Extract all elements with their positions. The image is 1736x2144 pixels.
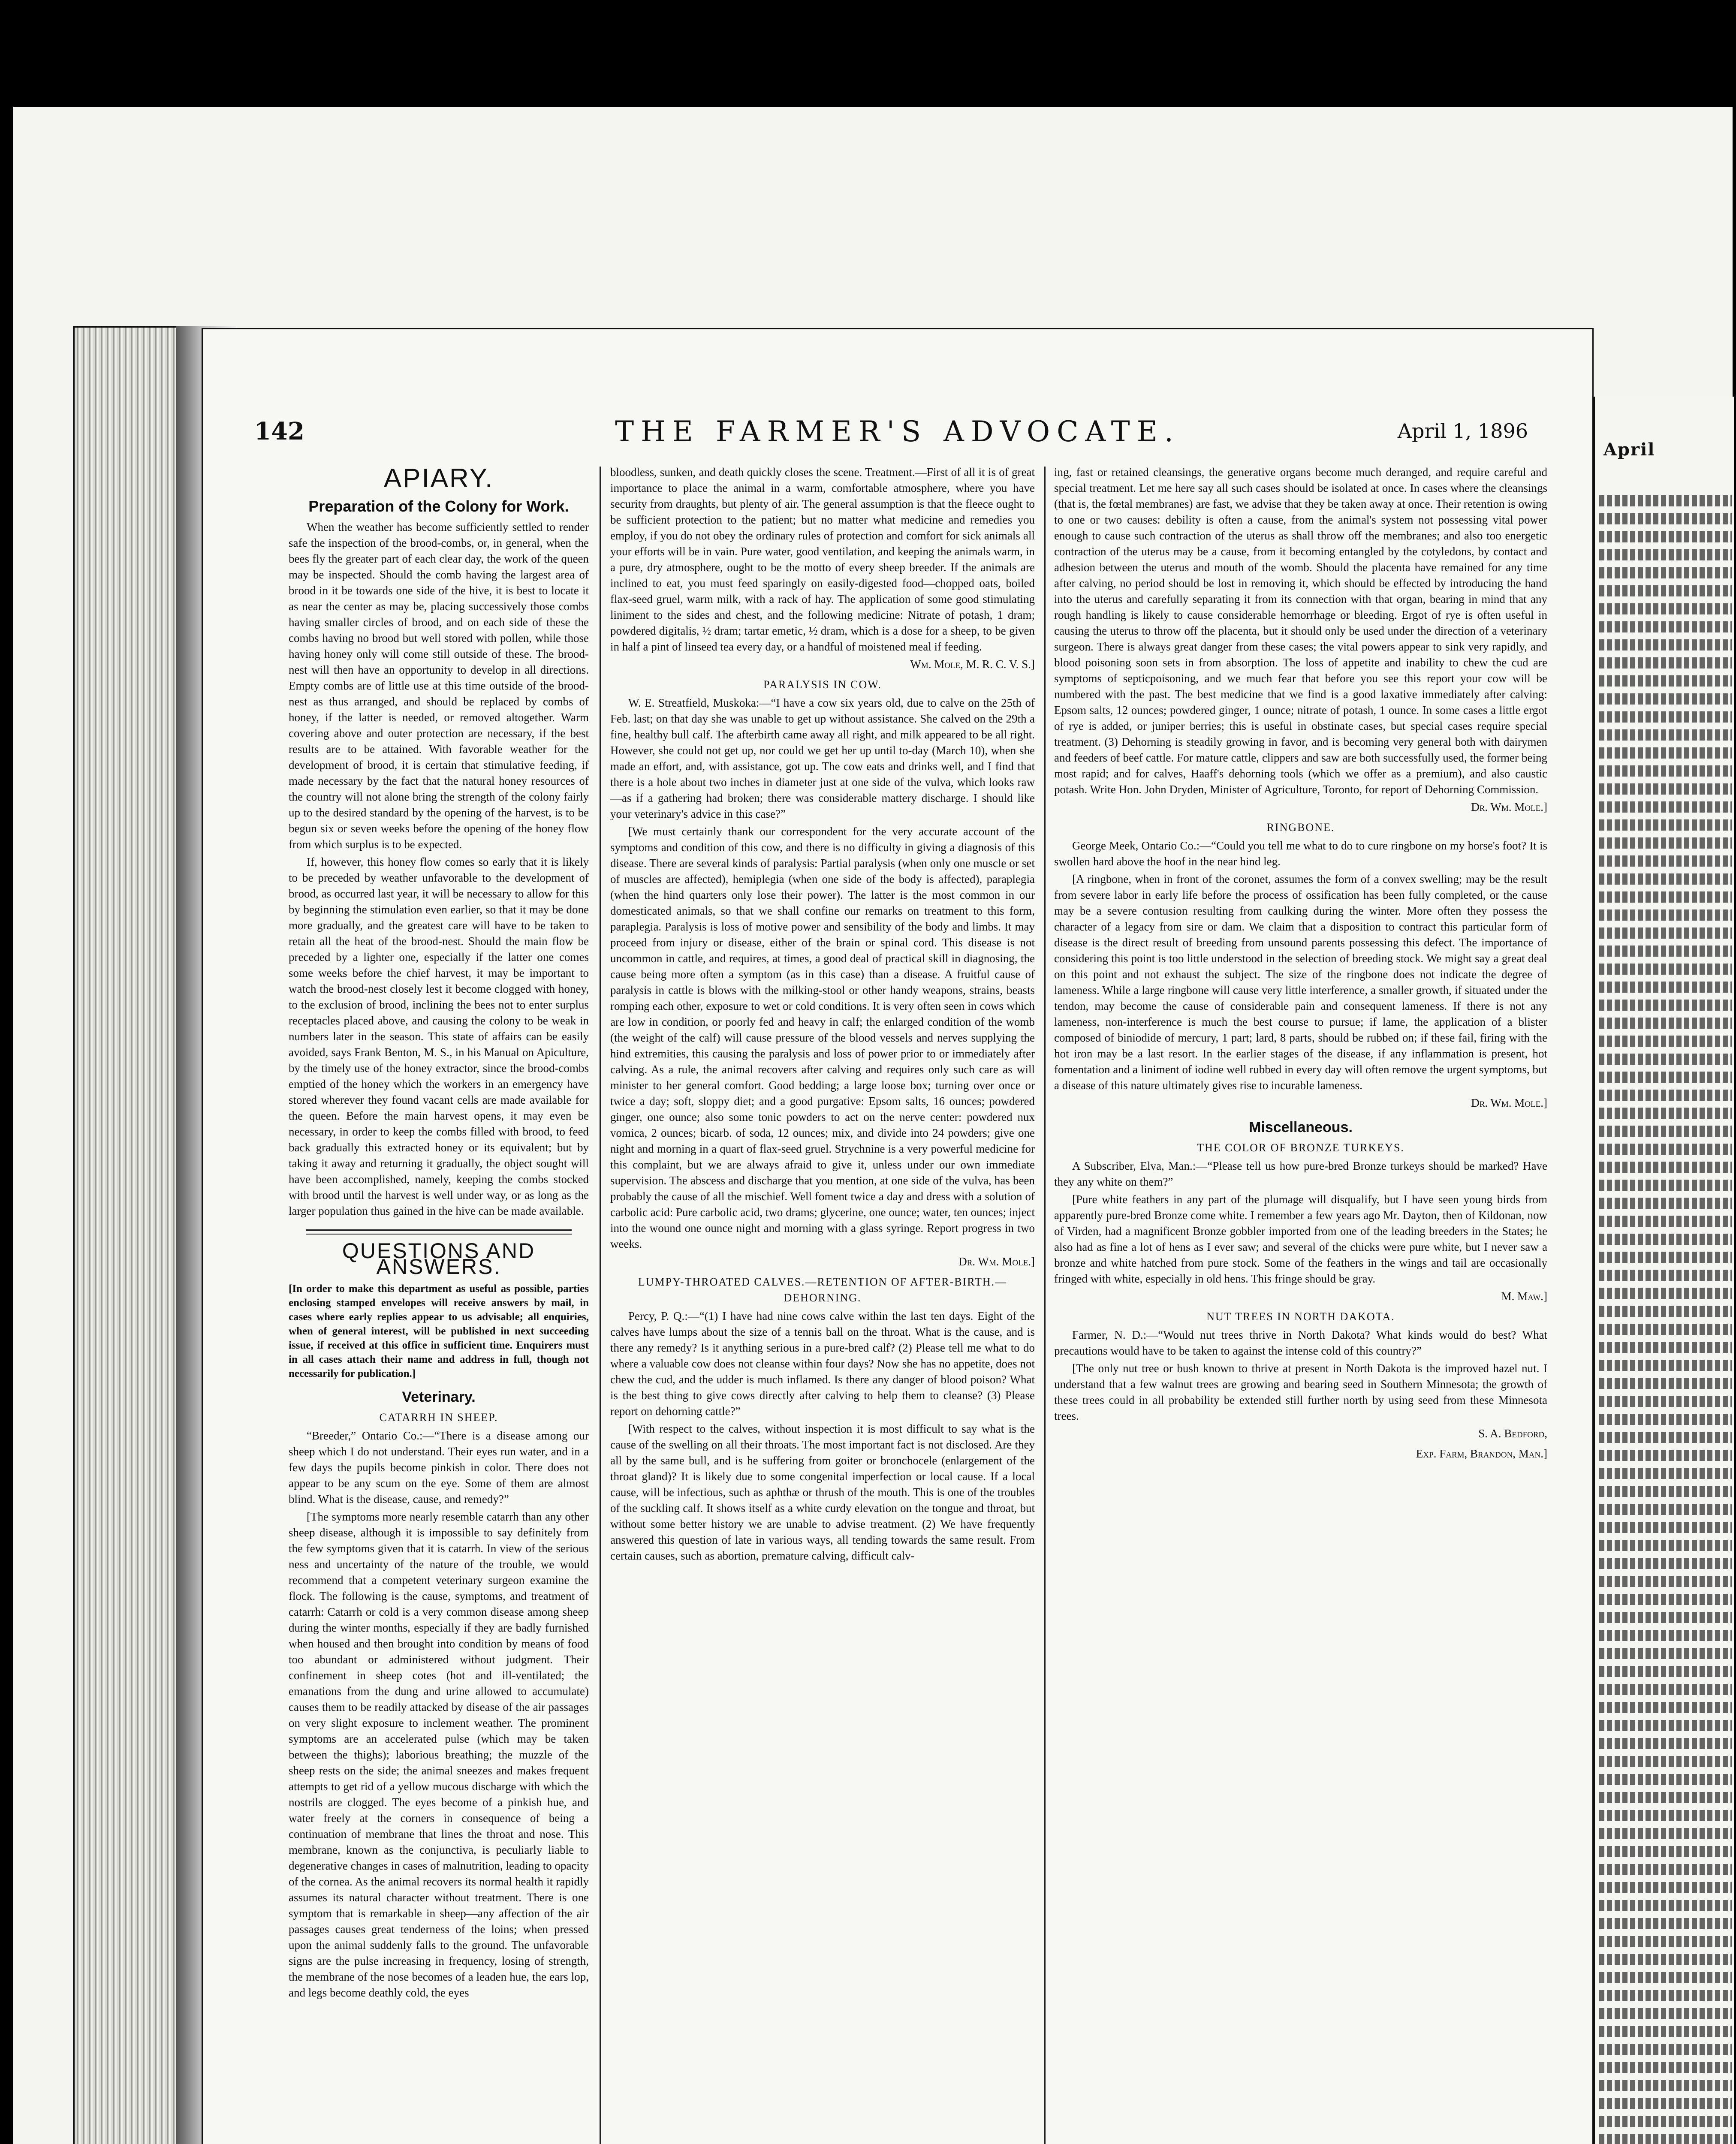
article-title: Preparation of the Colony for Work.	[308, 497, 569, 515]
column-3	[1054, 464, 1547, 2094]
paragraph: W. E. Streatfield, Muskoka:—“I have a cow six years old, due to calve on the 25th of Feb. last; on that day she was unable to get up without assistance. She calved on the 29th a fine, healthy bull calf. The afterbirth came away all right, and milk appeared to be all right. However, she could not get up, nor could we get her up until to-day (March 10), when she made an effort, and, with assistance, got up. The cow eats and drinks well, and I find that there is a hole about two inches in diameter just at one side of the vulva, which looks raw—as if a gathering had broken; there was considerable mattery discharge. I should like your veterinary's advice in this case?”	[610, 696, 1035, 820]
section-divider	[306, 1229, 572, 1235]
paragraph: “Breeder,” Ontario Co.:—“There is a disease among our sheep which I do not understand. Their eyes run water, and in a few days the pupils become pinkish in color. There does not appear to be any scum on the eye. Some of them are almost blind. What is the disease, cause, and remedy?”	[289, 1429, 589, 1506]
paragraph: [We must certainly thank our correspondent for the very accurate account of the symptoms and condition of this cow, and there is no difficulty in giving a diagnosis of this disease. There are several kinds of paralysis: Partial paralysis (when only one muscle or set of muscles are affected), hemiplegia (when one side of the body is affected), paraplegia (when the hind quarters only lose their power). The latter is the most common in our domesticated animals, so that we shall confine our remarks on treatment to this form, paraplegia. Paralysis is loss of motive power and sensibility of the body and limbs. It may proceed from injury or disease, either of the brain or spinal cord. This disease is not uncommon in cattle, and requires, at times, a good deal of practical skill in diagnosing, the cause being more often a symptom (as in this case) than a disease. A fruitful cause of paralysis in cattle is blows with the milking-stool or other handy weapons, strains, beasts romping each other, exposure to wet or cold conditions. It is very often seen in cows which are low in condition, or poorly fed and heavy in calf; the enlarged condition of the womb (the weight of the calf) will cause pressure of the blood vessels and nerves supplying the hind extremities, this causing the paralysis and loss of power prior to or immediately after calving. As a rule, the animal recovers after calving and requires only such care as will minister to her general comfort. Good bedding; a large loose box; turning over once or twice a day; soft, sloppy diet; and a good purgative: Epsom salts, 16 ounces; powdered ginger, one ounce; also some tonic powders to act on the nerve center: powdered nux vomica, 2 ounces; bicarb. of soda, 12 ounces; mix, and divide into 24 powders; give one night and morning in a quart of flax-seed gruel. Strychnine is a very powerful medicine for this complaint, but we are always afraid to give it, unless under our own immediate supervision. The abscess and discharge that you mention, at one side of the vulva, has been probably the cause of all the mischief. Well foment twice a day and dress with a solution of carbolic acid: Pure carbolic acid, two drams; glycerine, one ounce; water, ten ounces; inject into the wound one ounce night and morning with a glass syringe. Report progress in two weeks.	[610, 825, 1035, 1250]
paragraph: When the weather has become sufficiently settled to render safe the inspection of the brood-combs, or, in general, when the bees fly the greater part of each clear day, the work of the queen may be inspected. Should the comb having the largest area of brood in it be towards one side of the hive, it is best to locate it as near the center as may be, placing successively those combs having smaller circles of brood, and on each side of these the combs having no brood but well stored with pollen, while those having honey only will come still outside of these. The brood-nest will then have an opportunity to develop in all directions. Empty combs are of little use at this time outside of the brood-nest as thus arranged, and should be replaced by combs of honey, if the latter is needed, or removed altogether. Warm covering above and outer protection are necessary, if the best results are to be attained. With favorable weather for the development of brood, it is certain that stimulative feeding, if made necessary by the fact that the natural honey resources of the country will not alone bring the strength of the colony fairly up to the desired standard by the opening of the harvest, is to be begun six or seven weeks before the opening of the honey flow from which surplus is to be expected.	[289, 521, 589, 851]
signature: Wm. Mole, M. R. C. V. S.]	[910, 658, 1035, 671]
paragraph: [A ringbone, when in front of the coronet, assumes the form of a convex swelling; may be the result from severe labor in early life before the process of ossification has been fully completed, or the cause may be a severe contusion resulting from caulking during the winter. More often they possess the character of a legacy from sire or dam. We claim that a disposition to contract this particular form of disease is the direct result of breeding from unsound parents possessing this defect. The importance of considering this point is too little understood in the selection of breeding stock. We might say a great deal on this point and not exhaust the subject. The size of the ringbone does not indicate the degree of lameness. While a large ringbone will cause very little interference, a smaller growth, if situated under the tendon, may become the cause of considerable pain and consequent lameness. If there is not any lameness, non-interference is much the best course to pursue; if lame, the application of a blister composed of biniodide of mercury, 1 part; lard, 8 parts, should be rubbed on; if these fail, firing with the hot iron may be a last resort. In the earlier stages of the disease, if any inflammation is present, hot fomentation and a liniment of iodine well rubbed in every day will often remove the urgent symptoms, but a disease of this nature ultimately gives rise to incurable lameness.	[1054, 873, 1547, 1092]
miscellaneous-heading: Miscellaneous.	[1249, 1119, 1353, 1135]
adjacent-page-header: April	[1603, 440, 1655, 460]
qa-heading: QUESTIONS AND ANSWERS.	[342, 1239, 536, 1279]
signature: Exp. Farm, Brandon, Man.]	[1416, 1447, 1547, 1460]
catarrh-heading: CATARRH IN SHEEP.	[379, 1411, 498, 1424]
turkey-heading: THE COLOR OF BRONZE TURKEYS.	[1197, 1141, 1404, 1154]
ringbone-heading: RINGBONE.	[1266, 821, 1335, 834]
column-1	[289, 464, 589, 2144]
page-stack-edge	[73, 326, 179, 2144]
column-rule	[600, 467, 601, 2144]
signature: S. A. Bedford,	[1478, 1427, 1547, 1440]
adjacent-page	[1593, 397, 1734, 2144]
issue-date: April 1, 1896	[1397, 419, 1528, 443]
column-rule	[1044, 467, 1046, 2144]
adjacent-page-text	[1599, 495, 1732, 2144]
paragraph: [The only nut tree or bush known to thrive at present in North Dakota is the improved hazel nut. I understand that a few walnut trees are growing and bearing seed in Southern Minnesota; the growth of these trees could in all probability be extended still further north by using seed from these Minnesota trees.	[1054, 1362, 1547, 1422]
paragraph: If, however, this honey flow comes so early that it is likely to be preceded by weather unfavorable to the development of brood, as occurred last year, it will be necessary to allow for this by beginning the stimulation even earlier, so that it may be done more gradually, and the greatest care will have to be taken to retain all the heat of the brood-nest. Should the main flow be preceded by a lighter one, especially if the latter one comes some weeks before the chief harvest, it may be important to watch the brood-nest closely lest it become clogged with honey, to the exclusion of brood, inclining the bees not to enter surplus receptacles placed above, and causing the colony to be weak in numbers later in the season. This state of affairs can be easily avoided, says Frank Benton, M. S., in his Manual on Apiculture, by the timely use of the honey extractor, since the brood-combs emptied of the honey which the workers in an emergency have stored wherever they found vacant cells are made available for the queen. Before the main harvest opens, it may even be necessary, in order to keep the combs filled with brood, to feed back gradually this extracted honey or its equivalent; but by taking it away and returning it gradually, the object sought will have been accomplished, namely, keeping the combs stocked with brood until the harvest is well under way, or as long as the larger population thus gained in the hive can be made available.	[289, 855, 589, 1217]
page-number: 142	[254, 417, 304, 446]
veterinary-heading: Veterinary.	[402, 1389, 476, 1405]
qa-notice: [In order to make this department as useful as possible, parties enclosing stamped envelopes will receive answers by mail, in cases where early replies appear to us advisable; all enquiries, when of general interest, will be published in next succeeding issue, if received at this office in sufficient time. Enquirers must in all cases attach their name and address in full, though not necessarily for publication.]	[289, 1283, 589, 1379]
signature: Dr. Wm. Mole.]	[1471, 1096, 1547, 1109]
paragraph: ing, fast or retained cleansings, the generative organs become much deranged, and require careful and special treatment. Let me here say all such cases should be isolated at once. In cases where the cleansings (that is, the fœtal membranes) are fast, we advise that they be taken away at once. Their retention is owing to one or two causes: debility is often a cause, from the animal's system not possessing vital power enough to cause such contraction of the uterus as shall throw off the membranes; and also too energetic contraction of the uterus may be a cause, from it becoming entangled by the cotyledons, by contact and adhesion between the uterus and mouth of the womb. Should the placenta have remained for any time after calving, no period should be lost in removing it, which should be effected by introducing the hand into the uterus and carefully separating it from its connection with that organ, bearing in mind that any rough handling is likely to cause considerable hemorrhage or bleeding. Ergot of rye is often useful in causing the uterus to throw off the placenta, but it should only be used under the direction of a veterinary surgeon. There is always great danger from these cases; the vital powers appear to sink very rapidly, and blood poisoning soon sets in from absorption. The loss of appetite and inability to chew the cud are symptoms of septicpoisoning, and we much fear that before you see this report your cow will be numbered with the past. The best medicine that we find is a good laxative immediately after calving: Epsom salts, 12 ounces; powdered ginger, 1 ounce; nitrate of potash, 1 ounce. In some cases a little ergot of rye is added, or juniper berries; this is useful in obstinate cases, but special cases require special treatment. (3) Dehorning is steadily growing in favor, and is becoming very general both with dairymen and feeders of beef cattle. For mature cattle, clippers and saw are both successfully used, the former being most rapid; and for calves, Haaff's dehorning tools (which we offer as a premium), and also caustic potash. Write Hon. John Dryden, Minister of Agriculture, Toronto, for report of Dehorning Commission.	[1054, 466, 1547, 796]
signature: Dr. Wm. Mole.]	[958, 1255, 1035, 1268]
apiary-heading: APIARY.	[383, 464, 494, 493]
paragraph: Percy, P. Q.:—“(1) I have had nine cows calve within the last ten days. Eight of the calves have lumps about the size of a tennis ball on the throat. What is the cause, and is there any remedy? Is it anything serious in a pure-bred calf? (2) Please tell me what to do where a valuable cow does not cleanse within four days? Now she has no appetite, does not chew the cud, and the udder is much inflamed. Is there any danger of blood poison? What is the best thing to give cows directly after calving to help them to cleanse? (3) Please report on dehorning cattle?”	[610, 1310, 1035, 1418]
paragraph: [With respect to the calves, without inspection it is most difficult to say what is the cause of the swelling on all their throats. The most important fact is not disclosed. Are they all by the same bull, and is he suffering from goiter or bronchocele (enlargement of the throat gland)? It is likely due to some congenital imperfection or local cause. If a local cause, will be infectious, such as aphthæ or thrush of the mouth. This is one of the troubles of the suckling calf. It shows itself as a white curdy elevation on the tongue and throat, but without some better history we are unable to advise treatment. (2) We have frequently answered this question of late in various ways, all tending towards the same result. From certain causes, such as abortion, premature calving, difficult calv-	[610, 1422, 1035, 1562]
column-2	[610, 464, 1035, 2144]
paragraph: Farmer, N. D.:—“Would nut trees thrive in North Dakota? What kinds would do best? What precautions would have to be taken to against the intense cold of this country?”	[1054, 1328, 1547, 1357]
paragraph: [Pure white feathers in any part of the plumage will disqualify, but I have seen young birds from apparently pure-bred Bronze come white. I remember a few years ago Mr. Dayton, then of Kildonan, now of Virden, had a magnificent Bronze gobbler imported from one of the leading breeders in the States; he also had as fine a lot of hens as I ever saw; and several of the chicks were pure white, but I never saw a bronze and white hatched from pure stock. Some of the feathers in the wings and tail are occasionally fringed with white, especially in old hens. This fringe should be gray.	[1054, 1193, 1547, 1285]
lumpy-heading: LUMPY-THROATED CALVES.—RETENTION OF AFTER-BIRTH.—DEHORNING.	[638, 1276, 1007, 1304]
nut-trees-heading: NUT TREES IN NORTH DAKOTA.	[1206, 1310, 1395, 1323]
masthead-title: THE FARMER'S ADVOCATE.	[615, 415, 1180, 448]
paragraph: George Meek, Ontario Co.:—“Could you tell me what to do to cure ringbone on my horse's foot? It is swollen hard above the hoof in the near hind leg.	[1054, 839, 1547, 868]
paragraph: [The symptoms more nearly resemble catarrh than any other sheep disease, although it is impossible to say definitely from the few symptoms given that it is catarrh. In view of the serious ness and uncertainty of the nature of the trouble, we would recommend that a competent veterinary surgeon examine the flock. The following is the cause, symptoms, and treatment of catarrh: Catarrh or cold is a very common disease among sheep during the winter months, especially if they are badly furnished when housed and then brought into condition by means of food too abundant or administered without judgment. Their confinement in sheep cotes (hot and ill-ventilated; the emanations from the dung and urine allowed to accumulate) causes them to be readily attacked by disease of the air passages on very slight exposure to inclement weather. The prominent symptoms are an accelerated pulse (which may be taken between the thighs); laborious breathing; the muzzle of the sheep rests on the side; the animal sneezes and makes frequent attempts to get rid of a yellow mucous discharge with which the nostrils are clogged. The eyes become of a pinkish hue, and water freely at the corners in consequence of being a continuation of membrane that lines the throat and nose. This membrane, known as the conjunctiva, is peculiarly liable to degenerative changes in cases of malnutrition, leading to opacity of the cornea. As the animal recovers its normal health it rapidly assumes its natural character without treatment. There is one symptom that is remarkable in sheep—any affection of the air passages causes great tenderness of the loins; when pressed upon the animal suddenly falls to the ground. The unfavorable signs are the pulse increasing in frequency, losing of strength, the membrane of the nose becomes of a leaden hue, the ears lop, and legs become deathly cold, the eyes	[289, 1510, 589, 1999]
paragraph: A Subscriber, Elva, Man.:—“Please tell us how pure-bred Bronze turkeys should be marked? Have they any white on them?”	[1054, 1159, 1547, 1188]
signature: Dr. Wm. Mole.]	[1471, 801, 1547, 813]
paragraph: bloodless, sunken, and death quickly closes the scene. Treatment.—First of all it is of great importance to place the animal in a warm, comfortable atmosphere, where you have security from draughts, but plenty of air. The general assumption is that the fleece ought to be sufficient protection to the patient; but no matter what medicine and remedies you employ, if you do not obey the ordinary rules of protection and comfort for sick animals all your efforts will be in vain. Pure water, good ventilation, and keeping the animals warm, in a pure, dry atmosphere, ought to be the motto of every sheep breeder. If the animals are inclined to eat, you must feed sparingly on easily-digested food—chopped oats, boiled flax-seed gruel, warm milk, with a rack of hay. The application of some good stimulating liniment to the sides and chest, and the following medicine: Nitrate of potash, 1 dram; powdered digitalis, ½ dram; tartar emetic, ½ dram, which is a dose for a sheep, to be given in half a pint of linseed tea every day, or a handful of moistened meal if feeding.	[610, 466, 1035, 653]
newspaper-page	[202, 328, 1594, 2144]
paralysis-heading: PARALYSIS IN COW.	[763, 678, 882, 691]
signature: M. Maw.]	[1501, 1290, 1547, 1303]
